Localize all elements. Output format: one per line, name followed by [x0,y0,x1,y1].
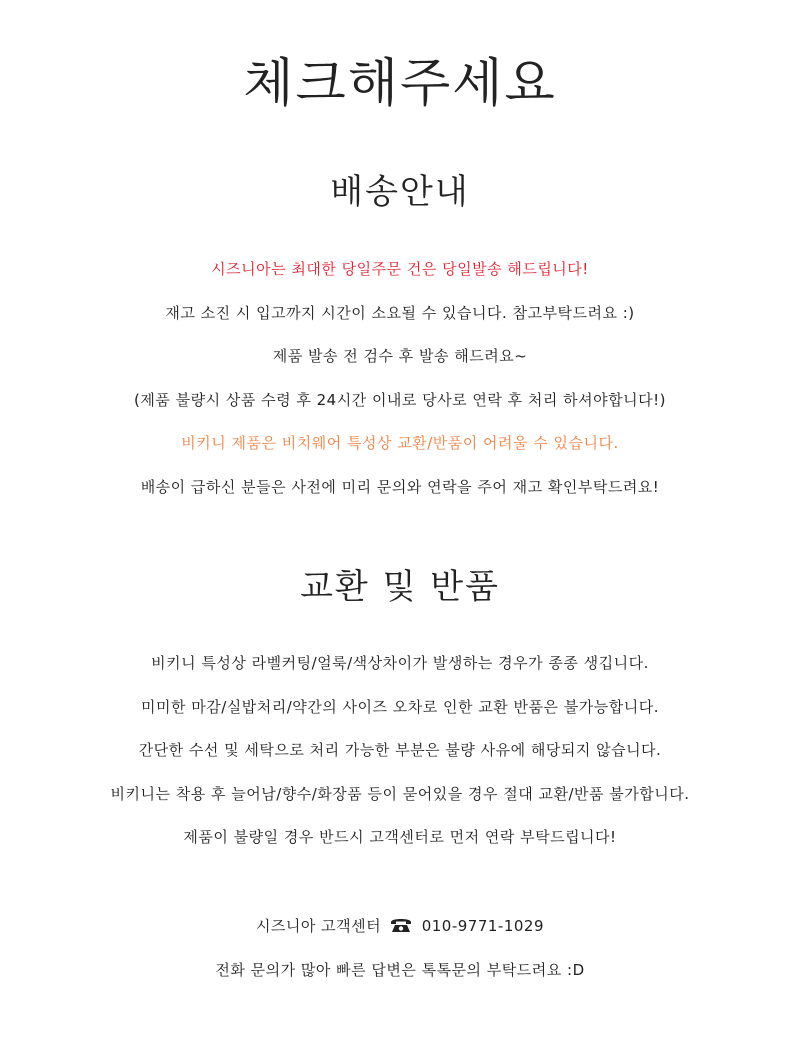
contact-line [0,914,800,938]
exchange-heading: 교환 및 반품 [300,567,500,607]
exchange-line-5: 제품이 불량일 경우 반드시 고객센터로 먼저 연락 부탁드립니다! [183,828,617,846]
telephone-icon [390,916,412,932]
shipping-line-1: 시즈니아는 최대한 당일주문 건은 당일발송 해드립니다! [211,260,589,278]
exchange-line-3: 간단한 수선 및 세탁으로 처리 가능한 부분은 불량 사유에 해당되지 않습니다. [138,741,662,759]
exchange-line-4: 비키니는 착용 후 늘어남/향수/화장품 등이 묻어있을 경우 절대 교환/반품 불가합니다. [110,785,690,803]
shipping-line-2: 재고 소진 시 입고까지 시간이 소요될 수 있습니다. 참고부탁드려요 :) [165,304,635,322]
contact-phone: 010-9771-1029 [421,917,545,935]
shipping-line-5: 비키니 제품은 비치웨어 특성상 교환/반품이 어려울 수 있습니다. [181,434,619,452]
shipping-line-3: 제품 발송 전 검수 후 발송 해드려요~ [272,347,528,365]
exchange-line-2: 미미한 마감/실밥처리/약간의 사이즈 오차로 인한 교환 반품은 불가능합니다. [141,698,659,716]
exchange-line-1: 비키니 특성상 라벨커팅/얼룩/색상차이가 발생하는 경우가 종종 생깁니다. [151,654,649,672]
page-title: 체크해주세요 [243,54,557,114]
shipping-line-6: 배송이 급하신 분들은 사전에 미리 문의와 연락을 주어 재고 확인부탁드려요! [140,478,660,496]
shipping-line-4: (제품 불량시 상품 수령 후 24시간 이내로 당사로 연락 후 처리 하셔야합니다!) [134,391,666,409]
contact-label: 시즈니아 고객센터 [255,917,382,935]
contact-note: 전화 문의가 많아 빠른 답변은 톡톡문의 부탁드려요 :D [215,961,585,979]
shipping-heading: 배송안내 [330,172,470,212]
